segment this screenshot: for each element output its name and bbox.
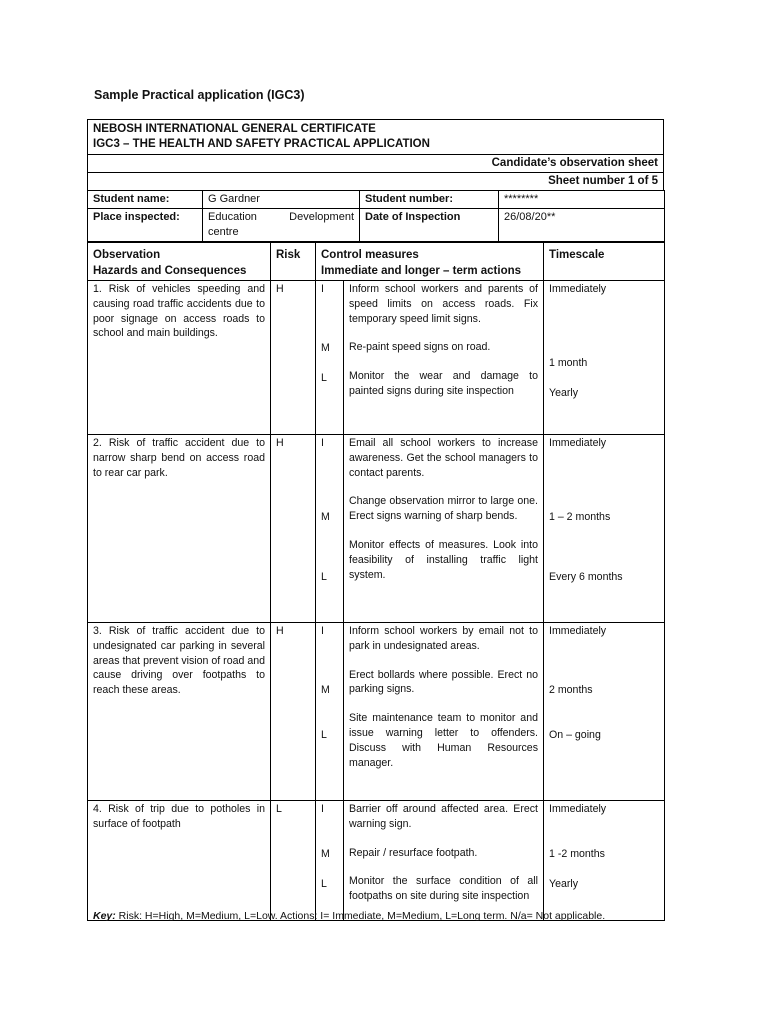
level-long: L <box>321 728 327 741</box>
date-of-inspection-label: Date of Inspection <box>360 209 499 242</box>
level-cell <box>316 435 344 623</box>
timescale-long: Yearly <box>549 877 579 890</box>
timescale-immediate: Immediately <box>549 437 607 449</box>
level-long: L <box>321 570 327 583</box>
measure-long: Monitor the surface condition of all footpaths on site during site inspection <box>349 875 538 903</box>
level-medium: M <box>321 510 330 523</box>
risk-cell: H <box>271 281 316 435</box>
level-medium: M <box>321 341 330 354</box>
measure-medium: Change observation mirror to large one. Erect signs warning of sharp bends. <box>349 495 538 523</box>
measures-cell <box>344 801 544 921</box>
level-immediate: I <box>321 803 324 815</box>
place-inspected-value: Education Development centre <box>203 209 360 242</box>
measure-medium: Re-paint speed signs on road. <box>349 341 491 354</box>
table-row <box>88 435 665 623</box>
timescale-medium: 1 – 2 months <box>549 510 611 523</box>
header-line-1: NEBOSH INTERNATIONAL GENERAL CERTIFICATE <box>93 123 376 135</box>
student-number-value: ******** <box>499 191 665 209</box>
info-table <box>87 190 665 242</box>
student-number-label: Student number: <box>360 191 499 209</box>
control-measures-label: Control measures <box>321 249 419 261</box>
header-line-2: IGC3 – THE HEALTH AND SAFETY PRACTICAL APPLICATION <box>93 138 430 150</box>
measure-immediate: Inform school workers by email not to park in undesignated areas. <box>349 625 538 652</box>
observation-header <box>88 243 271 281</box>
risk-cell: H <box>271 435 316 623</box>
measure-long: Monitor effects of measures. Look into feasibility of installing traffic light system. <box>349 538 538 581</box>
timescale-long: On – going <box>549 728 601 741</box>
timescale-long: Every 6 months <box>549 570 623 583</box>
measures-cell <box>344 281 544 435</box>
timescale-immediate: Immediately <box>549 283 607 295</box>
table-row <box>88 281 665 435</box>
level-medium: M <box>321 683 330 696</box>
control-measures-header <box>316 243 544 281</box>
level-cell <box>316 281 344 435</box>
timescale-medium: 1 month <box>549 356 588 369</box>
measure-immediate: Inform school workers and parents of speed limits on access roads. Fix temporary speed limit signs. <box>349 283 538 325</box>
observation-sheet-title: Candidate’s observation sheet <box>87 154 664 172</box>
timescale-header: Timescale <box>544 243 665 281</box>
measure-long: Monitor the wear and damage to painted signs during site inspection <box>349 370 538 397</box>
risk-header: Risk <box>271 243 316 281</box>
certificate-header <box>87 119 664 154</box>
timescale-long: Yearly <box>549 386 579 399</box>
risk-cell: H <box>271 623 316 801</box>
timescale-cell <box>544 623 665 801</box>
sheet-number: Sheet number 1 of 5 <box>87 172 664 190</box>
observation-cell: 2. Risk of traffic accident due to narrow sharp bend on access road to rear car park. <box>88 435 271 623</box>
measure-immediate: Barrier off around affected area. Erect warning sign. <box>349 803 538 830</box>
document-title: Sample Practical application (IGC3) <box>94 88 305 102</box>
date-of-inspection-value: 26/08/20** <box>499 209 665 242</box>
observation-cell: 1. Risk of vehicles speeding and causing road traffic accidents due to poor signage on access roads to school and main buildings. <box>88 281 271 435</box>
measure-immediate: Email all school workers to increase awareness. Get the school managers to contact parents. <box>349 437 538 479</box>
place-inspected-label: Place inspected: <box>88 209 203 242</box>
level-long: L <box>321 877 327 890</box>
legend-key <box>93 910 605 922</box>
control-measures-sublabel: Immediate and longer – term actions <box>321 265 522 277</box>
timescale-cell <box>544 281 665 435</box>
timescale-medium: 1 -2 months <box>549 847 605 860</box>
measure-long: Site maintenance team to monitor and issue warning letter to offenders. Discuss with Human Resources manager. <box>349 712 538 769</box>
observation-cell: 4. Risk of trip due to potholes in surface of footpath <box>88 801 271 921</box>
risk-cell: L <box>271 801 316 921</box>
observation-cell: 3. Risk of traffic accident due to undesignated car parking in several areas that prevent vision of road and cause driving over footpaths to reach these areas. <box>88 623 271 801</box>
level-medium: M <box>321 847 330 860</box>
key-label: Key: <box>93 910 116 922</box>
timescale-immediate: Immediately <box>549 803 607 815</box>
timescale-medium: 2 months <box>549 683 593 696</box>
level-immediate: I <box>321 283 324 295</box>
key-text: Risk: H=High, M=Medium, L=Low. Actions: I= Immediate, M=Medium, L=Long term. N/a= Not applicable. <box>115 910 606 922</box>
observation-sheet <box>87 119 664 921</box>
column-header-row <box>88 243 665 281</box>
table-row <box>88 623 665 801</box>
level-immediate: I <box>321 437 324 449</box>
observation-table <box>87 242 665 921</box>
student-name-label: Student name: <box>88 191 203 209</box>
hazards-header-label: Hazards and Consequences <box>93 265 247 277</box>
level-cell <box>316 801 344 921</box>
level-long: L <box>321 371 327 384</box>
timescale-cell <box>544 801 665 921</box>
measures-cell <box>344 623 544 801</box>
measure-medium: Repair / resurface footpath. <box>349 846 478 859</box>
measure-medium: Erect bollards where possible. Erect no parking signs. <box>349 668 538 696</box>
observation-header-label: Observation <box>93 249 161 261</box>
student-name-value: G Gardner <box>203 191 360 209</box>
measures-cell <box>344 435 544 623</box>
timescale-immediate: Immediately <box>549 625 607 637</box>
timescale-cell <box>544 435 665 623</box>
level-cell <box>316 623 344 801</box>
table-row <box>88 801 665 921</box>
level-immediate: I <box>321 625 324 637</box>
